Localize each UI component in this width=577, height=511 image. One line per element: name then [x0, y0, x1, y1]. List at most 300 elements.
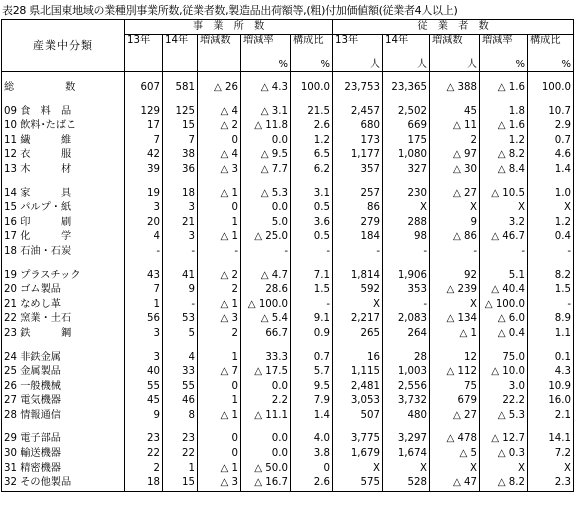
emp-change-cell: △ 47	[430, 476, 480, 491]
emp-share-cell: 1.4	[528, 163, 574, 178]
spacer-row	[2, 423, 574, 432]
emp-rate-cell: △ 8.2	[480, 476, 528, 491]
est-rate-cell: △ 5.4	[241, 312, 291, 327]
est-rate-cell: 0.0	[241, 432, 291, 447]
table-row	[2, 394, 574, 409]
est-2002-cell: 46	[163, 394, 198, 409]
emp-change-cell: -	[430, 245, 480, 260]
est-rate-cell: △ 100.0	[241, 298, 291, 313]
emp-share-header: 構成比 %	[528, 35, 574, 72]
industry-name: 26 一般機械	[2, 380, 125, 395]
est-change-cell: 1	[198, 216, 241, 231]
est-2001-cell: 20	[125, 216, 163, 231]
emp-2001-cell: 507	[333, 409, 383, 424]
est-share-cell: 2.6	[291, 476, 333, 491]
emp-2001-cell: 86	[333, 201, 383, 216]
emp-change-cell: 12	[430, 351, 480, 366]
spacer-row	[2, 96, 574, 105]
spacer-cell	[383, 423, 430, 432]
est-2001-cell: 3	[125, 201, 163, 216]
est-share-cell: 4.0	[291, 432, 333, 447]
est-rate-cell: △ 11.1	[241, 409, 291, 424]
emp-change-cell: △ 112	[430, 365, 480, 380]
emp-2002-cell: X	[383, 201, 430, 216]
emp-2002-cell: 1,906	[383, 269, 430, 284]
table-row	[2, 187, 574, 202]
emp-2001-cell: 16	[333, 351, 383, 366]
est-rate-cell: 0.0	[241, 134, 291, 149]
industry-name: 20 ゴム製品	[2, 283, 125, 298]
emp-2002-cell: 175	[383, 134, 430, 149]
industry-name: 14 家 具	[2, 187, 125, 202]
emp-2002-cell: 1,674	[383, 447, 430, 462]
emp-2002-cell: X	[383, 462, 430, 477]
spacer-cell	[198, 260, 241, 269]
emp-share-cell: 0.4	[528, 230, 574, 245]
est-2002-cell: 9	[163, 283, 198, 298]
est-change-cell: △ 1	[198, 409, 241, 424]
emp-share-cell: 100.0	[528, 81, 574, 96]
est-2001-cell: 9	[125, 409, 163, 424]
emp-share-cell: 7.2	[528, 447, 574, 462]
emp-rate-cell: △ 46.7	[480, 230, 528, 245]
est-share-cell: 1.4	[291, 409, 333, 424]
est-share-cell: 1.5	[291, 283, 333, 298]
est-change-cell: 0	[198, 201, 241, 216]
est-rate-cell: 28.6	[241, 283, 291, 298]
emp-2001-cell: -	[333, 245, 383, 260]
est-share-cell: 0	[291, 462, 333, 477]
est-change-cell: 2	[198, 327, 241, 342]
est-change-cell: △ 3	[198, 476, 241, 491]
est-rate-cell: △ 4.7	[241, 269, 291, 284]
spacer-cell	[383, 260, 430, 269]
est-2002-cell: -	[163, 298, 198, 313]
est-share-cell: 3.1	[291, 187, 333, 202]
industry-name: 19 プラスチック	[2, 269, 125, 284]
emp-2002-cell: 669	[383, 119, 430, 134]
spacer-cell	[430, 342, 480, 351]
est-change-cell: △ 4	[198, 105, 241, 120]
emp-2001-cell: 1,679	[333, 447, 383, 462]
table-row	[2, 201, 574, 216]
emp-2002-cell: 98	[383, 230, 430, 245]
emp-change-header: 増減数 人	[430, 35, 480, 72]
table-row	[2, 462, 574, 477]
emp-rate-cell: △ 10.5	[480, 187, 528, 202]
emp-2002-cell: 264	[383, 327, 430, 342]
industry-name: 31 精密機器	[2, 462, 125, 477]
spacer-cell	[198, 342, 241, 351]
emp-share-cell: 2.3	[528, 476, 574, 491]
est-2002-cell: 33	[163, 365, 198, 380]
est-rate-cell: -	[241, 245, 291, 260]
est-rate-cell: △ 7.7	[241, 163, 291, 178]
emp-change-cell: △ 27	[430, 187, 480, 202]
emp-change-cell: 679	[430, 394, 480, 409]
est-rate-cell: △ 4.3	[241, 81, 291, 96]
spacer-cell	[291, 178, 333, 187]
est-share-cell: 6.2	[291, 163, 333, 178]
table-row	[2, 163, 574, 178]
emp-change-cell: △ 5	[430, 447, 480, 462]
industry-name: 総 数	[2, 81, 125, 96]
emp-2001-cell: 3,775	[333, 432, 383, 447]
est-share-cell: 1.2	[291, 134, 333, 149]
table-body	[2, 72, 574, 492]
spacer-cell	[241, 260, 291, 269]
emp-2002-cell: -	[383, 245, 430, 260]
emp-share-cell: -	[528, 298, 574, 313]
emp-share-cell: 1.0	[528, 187, 574, 202]
emp-change-cell: 2	[430, 134, 480, 149]
spacer-cell	[125, 342, 163, 351]
industry-name: 23 鉄 鋼	[2, 327, 125, 342]
est-rate-cell: 0.0	[241, 201, 291, 216]
spacer-cell	[480, 178, 528, 187]
spacer-cell	[125, 178, 163, 187]
est-change-cell: △ 3	[198, 163, 241, 178]
emp-14-header: 14年 人	[383, 35, 430, 72]
est-2001-cell: 42	[125, 148, 163, 163]
est-2001-cell: 3	[125, 327, 163, 342]
spacer-cell	[2, 423, 125, 432]
est-change-cell: △ 1	[198, 298, 241, 313]
est-share-cell: -	[291, 298, 333, 313]
emp-rate-cell: △ 6.0	[480, 312, 528, 327]
spacer-cell	[528, 260, 574, 269]
emp-change-cell: △ 239	[430, 283, 480, 298]
spacer-cell	[241, 423, 291, 432]
est-share-header: 構成比 %	[291, 35, 333, 72]
est-2002-cell: 3	[163, 201, 198, 216]
emp-change-cell: △ 30	[430, 163, 480, 178]
est-rate-cell: 33.3	[241, 351, 291, 366]
emp-share-cell: 1.2	[528, 216, 574, 231]
emp-2002-cell: 28	[383, 351, 430, 366]
emp-share-cell: 0.7	[528, 134, 574, 149]
emp-share-cell: -	[528, 245, 574, 260]
spacer-cell	[198, 178, 241, 187]
industry-name: 30 輸送機器	[2, 447, 125, 462]
table-row	[2, 351, 574, 366]
emp-rate-cell: △ 8.4	[480, 163, 528, 178]
spacer-row	[2, 342, 574, 351]
emp-2001-cell: 23,753	[333, 81, 383, 96]
est-2002-cell: 18	[163, 187, 198, 202]
spacer-cell	[163, 178, 198, 187]
spacer-cell	[333, 178, 383, 187]
table-row	[2, 298, 574, 313]
est-2002-cell: 55	[163, 380, 198, 395]
table-row	[2, 380, 574, 395]
est-share-cell: 21.5	[291, 105, 333, 120]
spacer-cell	[383, 178, 430, 187]
spacer-cell	[528, 423, 574, 432]
industry-name: 16 印 刷	[2, 216, 125, 231]
spacer-cell	[333, 96, 383, 105]
spacer-row	[2, 178, 574, 187]
emp-2002-cell: 2,083	[383, 312, 430, 327]
table-row	[2, 432, 574, 447]
emp-rate-cell: 5.1	[480, 269, 528, 284]
est-change-cell: 2	[198, 283, 241, 298]
emp-change-cell: 45	[430, 105, 480, 120]
emp-change-cell: 92	[430, 269, 480, 284]
est-change-cell: △ 4	[198, 148, 241, 163]
table-row	[2, 327, 574, 342]
est-rate-cell: △ 9.5	[241, 148, 291, 163]
emp-rate-cell: 1.8	[480, 105, 528, 120]
industry-name: 29 電子部品	[2, 432, 125, 447]
emp-share-cell: 2.9	[528, 119, 574, 134]
emp-rate-cell: △ 5.3	[480, 409, 528, 424]
emp-change-cell: △ 134	[430, 312, 480, 327]
est-2002-cell: 21	[163, 216, 198, 231]
industry-name: 11 繊 維	[2, 134, 125, 149]
category-header: 産業中分類	[2, 20, 125, 72]
industry-name: 17 化 学	[2, 230, 125, 245]
emp-share-cell: 2.1	[528, 409, 574, 424]
emp-2001-cell: 592	[333, 283, 383, 298]
spacer-cell	[333, 260, 383, 269]
table-row	[2, 119, 574, 134]
est-rate-cell: 66.7	[241, 327, 291, 342]
table-row	[2, 216, 574, 231]
spacer-cell	[241, 96, 291, 105]
employees-header: 従 業 者 数	[333, 20, 574, 35]
emp-rate-cell: 22.2	[480, 394, 528, 409]
est-rate-header: 増減率 %	[241, 35, 291, 72]
est-share-cell: -	[291, 245, 333, 260]
est-change-cell: △ 1	[198, 230, 241, 245]
emp-2002-cell: 2,556	[383, 380, 430, 395]
emp-2001-cell: 2,457	[333, 105, 383, 120]
emp-rate-cell: △ 0.4	[480, 327, 528, 342]
emp-rate-cell: 3.0	[480, 380, 528, 395]
spacer-cell	[528, 96, 574, 105]
est-change-cell: 0	[198, 380, 241, 395]
spacer-cell	[241, 72, 291, 82]
emp-2002-cell: 1,080	[383, 148, 430, 163]
table-row	[2, 409, 574, 424]
est-change-cell: 1	[198, 394, 241, 409]
industry-name: 25 金属製品	[2, 365, 125, 380]
emp-rate-cell: △ 8.2	[480, 148, 528, 163]
emp-rate-cell: 75.0	[480, 351, 528, 366]
est-2001-cell: 17	[125, 119, 163, 134]
spacer-cell	[430, 72, 480, 82]
est-2001-cell: 3	[125, 351, 163, 366]
emp-2002-cell: 353	[383, 283, 430, 298]
est-2002-cell: 15	[163, 119, 198, 134]
spacer-cell	[291, 72, 333, 82]
est-share-cell: 6.5	[291, 148, 333, 163]
table-row	[2, 476, 574, 491]
est-share-cell: 9.1	[291, 312, 333, 327]
emp-2001-cell: 2,481	[333, 380, 383, 395]
est-change-cell: △ 2	[198, 269, 241, 284]
est-share-cell: 0.7	[291, 351, 333, 366]
est-change-cell: △ 3	[198, 312, 241, 327]
emp-change-cell: △ 11	[430, 119, 480, 134]
emp-rate-cell: X	[480, 462, 528, 477]
table-row	[2, 81, 574, 96]
spacer-cell	[2, 178, 125, 187]
spacer-cell	[291, 423, 333, 432]
est-share-cell: 3.8	[291, 447, 333, 462]
est-rate-cell: △ 5.3	[241, 187, 291, 202]
emp-2002-cell: 2,502	[383, 105, 430, 120]
table-row	[2, 245, 574, 260]
table-row	[2, 312, 574, 327]
emp-2002-cell: 327	[383, 163, 430, 178]
emp-2001-cell: 3,053	[333, 394, 383, 409]
spacer-cell	[241, 342, 291, 351]
est-rate-cell: △ 17.5	[241, 365, 291, 380]
spacer-cell	[430, 423, 480, 432]
emp-share-cell: 1.1	[528, 327, 574, 342]
industry-name: 21 なめし革	[2, 298, 125, 313]
emp-2002-cell: 528	[383, 476, 430, 491]
emp-13-header: 13年 人	[333, 35, 383, 72]
emp-share-cell: 10.7	[528, 105, 574, 120]
emp-2001-cell: 680	[333, 119, 383, 134]
establishments-header: 事 業 所 数	[125, 20, 333, 35]
est-share-cell: 9.5	[291, 380, 333, 395]
emp-change-cell: △ 86	[430, 230, 480, 245]
emp-share-cell: 0.1	[528, 351, 574, 366]
est-change-cell: △ 1	[198, 462, 241, 477]
spacer-cell	[528, 72, 574, 82]
emp-2001-cell: 1,814	[333, 269, 383, 284]
emp-2001-cell: 1,177	[333, 148, 383, 163]
est-2002-cell: 581	[163, 81, 198, 96]
est-2001-cell: 7	[125, 134, 163, 149]
emp-change-cell: X	[430, 462, 480, 477]
est-share-cell: 100.0	[291, 81, 333, 96]
spacer-cell	[198, 72, 241, 82]
emp-rate-cell: △ 0.3	[480, 447, 528, 462]
est-change-cell: 1	[198, 351, 241, 366]
est-2002-cell: 4	[163, 351, 198, 366]
spacer-cell	[163, 260, 198, 269]
est-2002-cell: 41	[163, 269, 198, 284]
est-2001-cell: 45	[125, 394, 163, 409]
spacer-cell	[528, 342, 574, 351]
est-2001-cell: 607	[125, 81, 163, 96]
industry-name: 10 飲料･たばこ	[2, 119, 125, 134]
est-2001-cell: 129	[125, 105, 163, 120]
emp-2001-cell: 184	[333, 230, 383, 245]
est-share-cell: 5.7	[291, 365, 333, 380]
spacer-cell	[163, 423, 198, 432]
spacer-cell	[125, 260, 163, 269]
table-title: 表28 県北国東地域の業種別事業所数,従業者数,製造品出荷額等,(粗)付加価値額(従業者4人以上)	[2, 4, 458, 17]
est-rate-cell: △ 3.1	[241, 105, 291, 120]
industry-name: 13 木 材	[2, 163, 125, 178]
est-2002-cell: 5	[163, 327, 198, 342]
table-row	[2, 365, 574, 380]
emp-rate-cell: △ 1.6	[480, 119, 528, 134]
est-2001-cell: 7	[125, 283, 163, 298]
industry-name: 15 パルプ・紙	[2, 201, 125, 216]
emp-2001-cell: 173	[333, 134, 383, 149]
est-2002-cell: 7	[163, 134, 198, 149]
est-rate-cell: △ 11.8	[241, 119, 291, 134]
emp-change-cell: X	[430, 298, 480, 313]
emp-2002-cell: 3,732	[383, 394, 430, 409]
est-2002-cell: 1	[163, 462, 198, 477]
spacer-cell	[163, 96, 198, 105]
emp-share-cell: 14.1	[528, 432, 574, 447]
emp-2002-cell: 23,365	[383, 81, 430, 96]
est-2002-cell: 8	[163, 409, 198, 424]
spacer-row	[2, 260, 574, 269]
industry-name: 12 衣 服	[2, 148, 125, 163]
est-share-cell: 7.1	[291, 269, 333, 284]
est-change-cell: △ 26	[198, 81, 241, 96]
industry-name: 27 電気機器	[2, 394, 125, 409]
spacer-cell	[480, 342, 528, 351]
est-change-cell: △ 1	[198, 187, 241, 202]
est-rate-cell: △ 50.0	[241, 462, 291, 477]
emp-2001-cell: X	[333, 298, 383, 313]
est-change-cell: 0	[198, 134, 241, 149]
industry-name: 09 食 料 品	[2, 105, 125, 120]
emp-rate-header: 増減率 %	[480, 35, 528, 72]
est-2001-cell: 56	[125, 312, 163, 327]
spacer-cell	[291, 260, 333, 269]
est-2001-cell: 4	[125, 230, 163, 245]
est-2001-cell: 40	[125, 365, 163, 380]
est-2002-cell: 36	[163, 163, 198, 178]
spacer-cell	[2, 96, 125, 105]
est-change-cell: △ 2	[198, 119, 241, 134]
est-rate-cell: 2.2	[241, 394, 291, 409]
emp-rate-cell: △ 40.4	[480, 283, 528, 298]
est-rate-cell: △ 16.7	[241, 476, 291, 491]
est-2001-cell: 2	[125, 462, 163, 477]
est-rate-cell: △ 25.0	[241, 230, 291, 245]
emp-2001-cell: X	[333, 462, 383, 477]
est-change-cell: -	[198, 245, 241, 260]
spacer-cell	[241, 178, 291, 187]
spacer-cell	[480, 260, 528, 269]
est-2002-cell: 53	[163, 312, 198, 327]
spacer-cell	[480, 96, 528, 105]
emp-2002-cell: 288	[383, 216, 430, 231]
spacer-row	[2, 72, 574, 82]
est-share-cell: 7.9	[291, 394, 333, 409]
emp-2002-cell: 3,297	[383, 432, 430, 447]
emp-2002-cell: 480	[383, 409, 430, 424]
emp-share-cell: X	[528, 201, 574, 216]
spacer-cell	[333, 342, 383, 351]
est-share-cell: 0.5	[291, 230, 333, 245]
spacer-cell	[383, 96, 430, 105]
emp-change-cell: 75	[430, 380, 480, 395]
spacer-cell	[291, 96, 333, 105]
est-14-header: 14年	[163, 35, 198, 72]
est-2001-cell: 23	[125, 432, 163, 447]
emp-share-cell: X	[528, 462, 574, 477]
spacer-cell	[2, 342, 125, 351]
spacer-cell	[2, 72, 125, 82]
est-2001-cell: 22	[125, 447, 163, 462]
est-change-cell: △ 7	[198, 365, 241, 380]
emp-2001-cell: 279	[333, 216, 383, 231]
